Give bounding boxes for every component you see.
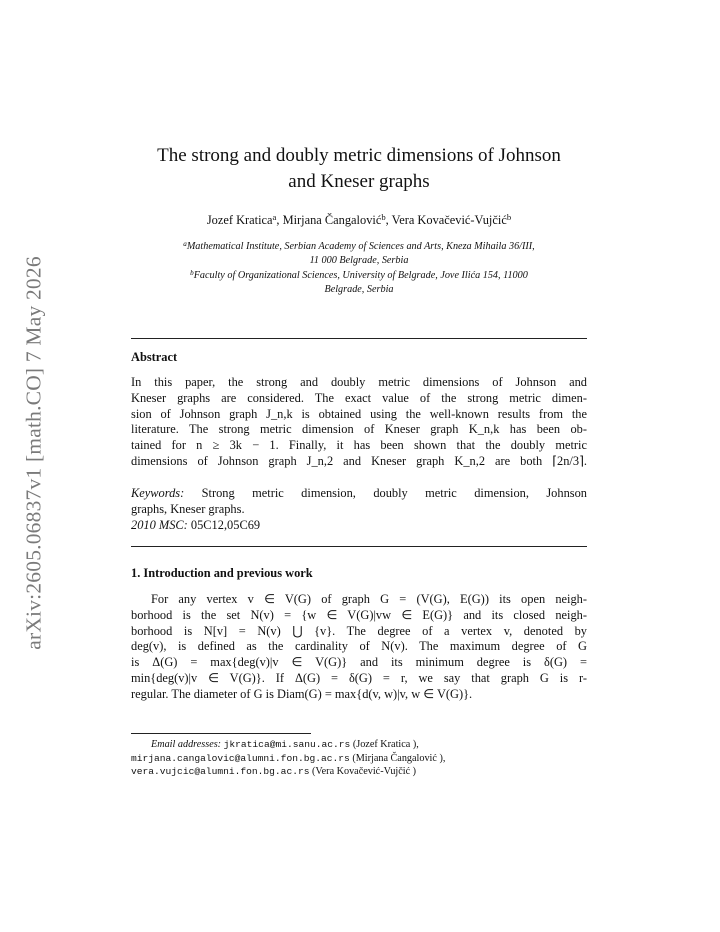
msc-value: 05C12,05C69 — [190, 517, 261, 532]
keywords-text: graphs, Kneser graphs. — [131, 501, 245, 516]
section-line: borhood is the set N(v) = {w ∈ V(G)|vw ∈ E(G)} and its closed neigh- — [131, 607, 587, 622]
abstract-top-rule — [131, 338, 587, 339]
keywords-block — [131, 486, 587, 533]
email-owner: (Mirjana Čangalović ), — [352, 752, 446, 764]
title-line-2: and Kneser graphs — [288, 171, 430, 192]
email-link[interactable]: mirjana.cangalovic@alumni.fon.bg.ac.rs — [131, 752, 350, 764]
abstract-line: Kneser graphs are considered. The exact value of the strong metric dimen- — [131, 390, 587, 405]
abstract-line: dimensions of Johnson graph J_n,2 and Kneser graph K_n,2 are both ⌈2n/3⌉. — [131, 453, 587, 468]
section-heading: 1. Introduction and previous work — [131, 566, 313, 580]
affiliation-mark: a — [183, 239, 187, 248]
email-link[interactable]: vera.vujcic@alumni.fon.bg.ac.rs — [131, 766, 310, 778]
affiliation-mark: b — [190, 268, 194, 277]
abstract-bottom-rule — [131, 546, 587, 547]
msc-label: 2010 MSC: — [131, 517, 188, 532]
keywords-label: Keywords: — [131, 486, 185, 500]
author-separator: , — [385, 213, 392, 227]
footnote-rule — [131, 733, 311, 734]
section-line: For any vertex v ∈ V(G) of graph G = (V(G), E(G)) its open neigh- — [151, 592, 587, 606]
author-affil-mark: b — [506, 212, 512, 223]
keywords-text: Strong metric dimension, doubly metric dimension, Johnson — [201, 486, 587, 500]
author-name: Jozef Kratica — [206, 213, 273, 227]
author-list — [131, 212, 587, 228]
abstract-line: sion of Johnson graph J_n,k is obtained using the well-known results from the — [131, 406, 587, 421]
email-label: Email addresses: — [151, 739, 222, 750]
author-affil-mark: b — [381, 212, 386, 223]
section-line: regular. The diameter of G is Diam(G) = max{d(v, w)|v, w ∈ V(G)}. — [131, 686, 473, 701]
title-line-1: The strong and doubly metric dimensions of Johnson — [157, 145, 561, 166]
abstract-line: literature. The strong metric dimension of Kneser graph K_n,k has been ob- — [131, 422, 587, 437]
affiliation-a — [131, 240, 587, 267]
section-line: is Δ(G) = max{deg(v)|v ∈ V(G)} and its minimum degree is δ(G) = — [131, 655, 587, 670]
author-separator: , — [276, 213, 283, 227]
arxiv-side-stamp — [22, 248, 46, 658]
author-name: Mirjana Čangalović — [282, 213, 382, 227]
abstract-heading: Abstract — [131, 350, 178, 364]
section-body — [131, 592, 587, 703]
affiliation-line: Faculty of Organizational Sciences, University of Belgrade, Jove Ilića 154, 11000 — [193, 270, 528, 281]
abstract-body — [131, 375, 587, 470]
affiliation-line: Belgrade, Serbia — [324, 283, 394, 295]
abstract-line: tained for n ≥ 3k − 1. Finally, it has been shown that the doubly metric — [131, 438, 587, 453]
email-link[interactable]: jkratica@mi.sanu.ac.rs — [223, 739, 351, 750]
author-affil-mark: a — [272, 212, 277, 223]
section-line: deg(v), is defined as the cardinality of N(v). The maximum degree of G — [131, 639, 587, 654]
affiliation-line: 11 000 Belgrade, Serbia — [309, 254, 409, 266]
email-owner: (Jozef Kratica ), — [352, 739, 419, 750]
affiliation-line: Mathematical Institute, Serbian Academy of Sciences and Arts, Kneza Mihaila 36/III, — [186, 241, 535, 252]
affiliation-b — [131, 269, 587, 296]
email-owner: (Vera Kovačević-Vujčić ) — [312, 766, 417, 778]
section-line: borhood is N[v] = N(v) ⋃ {v}. The degree of a vertex v, denoted by — [131, 623, 587, 638]
section-line: min{deg(v)|v ∈ V(G)}. If Δ(G) = δ(G) = r, we say that graph G is r- — [131, 670, 587, 685]
paper-title — [131, 143, 587, 195]
arxiv-identifier: arXiv:2605.06837v1 [math.CO] 7 May 2026 — [21, 256, 46, 650]
author-name: Vera Kovačević-Vujčić — [391, 213, 507, 227]
footnote — [131, 738, 587, 779]
abstract-line: In this paper, the strong and doubly metric dimensions of Johnson and — [131, 375, 587, 389]
